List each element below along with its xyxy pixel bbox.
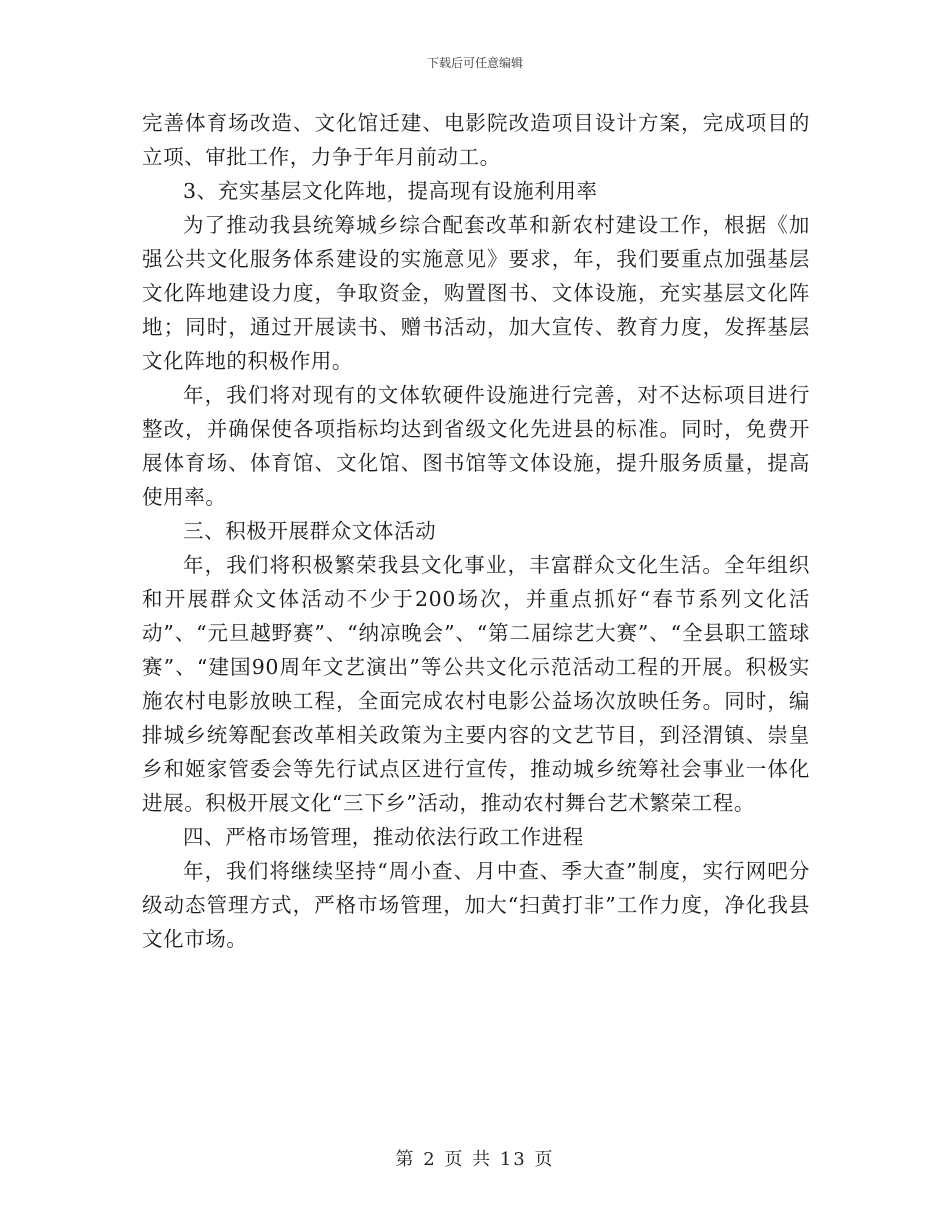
paragraph-5: 年，我们将继续坚持“周小查、月中查、季大查”制度，实行网吧分级动态管理方式，严格市场管理，加大“扫黄打非”工作力度，净化我县文化市场。 <box>142 859 810 951</box>
document-body <box>142 106 810 956</box>
section-heading-four: 四、严格市场管理，推动依法行政工作进程 <box>183 825 584 849</box>
paragraph-3: 年，我们将对现有的文体软硬件设施进行完善，对不达标项目进行整改，并确保使各项指标均达到省级文化先进县的标准。同时，免费开展体育场、体育馆、文化馆、图书馆等文体设施，提升服务质量，提高使用率。 <box>142 383 810 509</box>
section-heading-three: 三、积极开展群众文体活动 <box>183 519 437 543</box>
paragraph-4: 年，我们将积极繁荣我县文化事业，丰富群众文化生活。全年组织和开展群众文体活动不少于200场次，并重点抓好“春节系列文化活动”、“元旦越野赛”、“纳凉晚会”、“第二届综艺大赛”、“全县职工篮球赛”、“建国90周年文艺演出”等公共文化示范活动工程的开展。积极实施农村电影放映工程，全面完成农村电影公益场次放映任务。同时，编排城乡统筹配套改革相关政策为主要内容的文艺节目，到泾渭镇、崇皇乡和姬家管委会等先行试点区进行宣传，推动城乡统筹社会事业一体化进展。积极开展文化“三下乡”活动，推动农村舞台艺术繁荣工程。 <box>142 553 810 815</box>
page-header: 下载后可任意编辑 <box>426 56 523 70</box>
page-footer: 第 2 页 共 13 页 <box>395 1149 555 1170</box>
paragraph-1: 完善体育场改造、文化馆迁建、电影院改造项目设计方案，完成项目的立项、审批工作，力争于年月前动工。 <box>142 111 810 169</box>
section-heading-3: 3、充实基层文化阵地，提高现有设施利用率 <box>183 179 598 203</box>
paragraph-2: 为了推动我县统筹城乡综合配套改革和新农村建设工作，根据《加强公共文化服务体系建设的实施意见》要求，年，我们要重点加强基层文化阵地建设力度，争取资金，购置图书、文体设施，充实基层文化阵地；同时，通过开展读书、赠书活动，加大宣传、教育力度，发挥基层文化阵地的积极作用。 <box>142 213 810 373</box>
